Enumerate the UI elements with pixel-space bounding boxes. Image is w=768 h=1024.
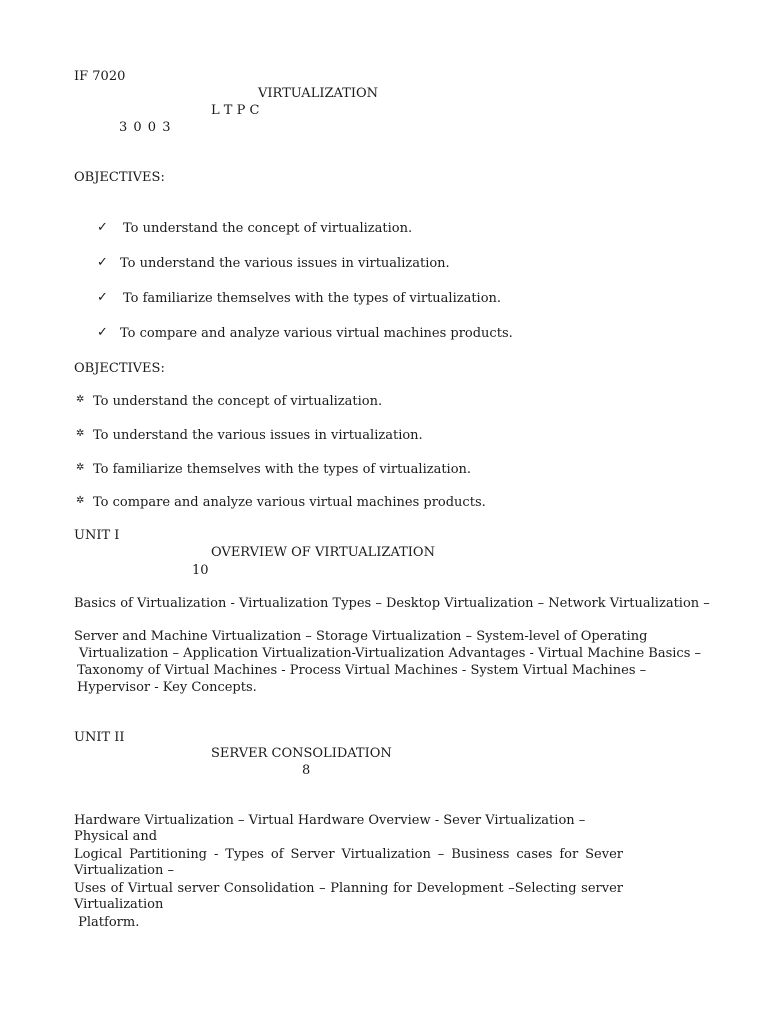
unit-paragraph: Platform.: [74, 915, 140, 930]
unit-content-line: Server and Machine Virtualization – Storage Virtualization – System-level of Operating: [74, 629, 648, 644]
objectives-heading: OBJECTIVES:: [74, 170, 165, 185]
unit-paragraph: Uses of Virtual server Consolidation – Planning for Development –Selecting server Virtualization: [74, 881, 623, 912]
check-mark-icon: ✓: [97, 255, 108, 270]
unit-paragraph: Hardware Virtualization – Virtual Hardware Overview - Sever Virtualization – Physical and: [74, 813, 586, 844]
check-mark-icon: ✓: [97, 220, 108, 235]
check-mark-icon: ✓: [97, 325, 108, 340]
star-bullet-icon: ✲: [76, 462, 85, 473]
objective-item: To compare and analyze various virtual machines products.: [120, 326, 513, 341]
course-code: IF 7020: [74, 69, 126, 84]
objective-item: To understand the concept of virtualization.: [93, 394, 383, 409]
unit-title: SERVER CONSOLIDATION: [211, 746, 392, 761]
unit-content-line: Taxonomy of Virtual Machines - Process Virtual Machines - System Virtual Machines –: [77, 663, 647, 678]
star-bullet-icon: ✲: [76, 428, 85, 439]
star-bullet-icon: ✲: [76, 495, 85, 506]
objective-item: To understand the concept of virtualization.: [123, 221, 413, 236]
unit-hours: 10: [192, 563, 209, 578]
unit-paragraph: Logical Partitioning - Types of Server Virtualization – Business cases for Sever Virtualization –: [74, 847, 623, 878]
unit-content-line: Basics of Virtualization - Virtualization Types – Desktop Virtualization – Network Virtualization –: [74, 596, 710, 611]
objective-item: To compare and analyze various virtual machines products.: [93, 495, 486, 510]
unit-label: UNIT II: [74, 730, 125, 745]
objective-item: To understand the various issues in virtualization.: [93, 428, 423, 443]
unit-content-line: Hypervisor - Key Concepts.: [77, 680, 257, 695]
unit-title: OVERVIEW OF VIRTUALIZATION: [211, 545, 435, 560]
objectives-heading: OBJECTIVES:: [74, 361, 165, 376]
credits-value: 3 0 0 3: [119, 120, 172, 135]
unit-content-line: Virtualization – Application Virtualization-Virtualization Advantages - Virtual Machine Basics –: [79, 646, 702, 661]
unit-label: UNIT I: [74, 528, 120, 543]
objective-item: To familiarize themselves with the types of virtualization.: [93, 462, 472, 477]
check-mark-icon: ✓: [97, 290, 108, 305]
course-title: VIRTUALIZATION: [258, 86, 379, 101]
unit-hours: 8: [302, 763, 311, 778]
ltpc-label: L T P C: [211, 103, 260, 118]
objective-item: To understand the various issues in virtualization.: [120, 256, 450, 271]
objective-item: To familiarize themselves with the types of virtualization.: [123, 291, 502, 306]
star-bullet-icon: ✲: [76, 394, 85, 405]
